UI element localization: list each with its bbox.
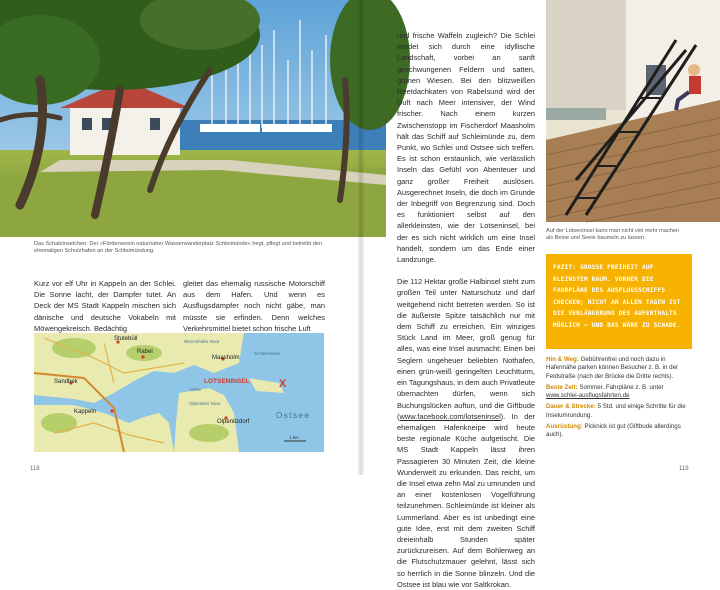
info-text: Gebührenfrei und noch dazu in Hafennähe parken können Besucher z. B. in der Feldstraße (nach der Brücke die Dritte rechts). xyxy=(546,356,679,380)
harbor-photo xyxy=(0,0,386,237)
map-label-ostsee: Ostsee xyxy=(276,411,311,420)
info-text: Sommer. Fahrpläne z. B. unter xyxy=(577,383,664,391)
book-gutter xyxy=(358,0,364,475)
text-column-3 xyxy=(397,30,535,590)
col3-paragraph-2a: Die 112 Hektar große Halbinsel steht zum großen Teil unter Naturschutz und darf weitgehend nicht betreten werden. So ist die äußerste Spitze tatsächlich nur mit dem Schiff zu erreichen. Ein winziges Stück Land im Meer, groß genug für alles, was eine Insel ausmacht: Einen bei Seglern ungeheuer beliebten Nothafen, einen grün-weiß geringelten Leuchtturm, ein Tagungshaus, in dem auch Privatleute übernachten dürfen, wenn sich Buchungslücken auftun, und die Giftbude ( xyxy=(397,277,535,421)
info-text: Picknick ist gut (Giftbude allerdings auch). xyxy=(546,422,681,439)
info-hin-weg xyxy=(546,356,696,381)
col3-paragraph-2b: ). In der ehemaligen Hafenkneipe wird heute beste regionale Küche aufgetischt. Die MS Stadt Kappeln lässt ihren Passagieren 30 Minuten Zeit, die kleine Wunderwelt zu erkunden. Das reicht, um die Insel etwa zehn Mal zu umrunden und an einer kostenlosen Vogelführung teilzunehmen. Schleimünde ist kleiner als Lummerland. Aber es ist unbedingt eine gute Idee, erst mit dem zweiten Schiff dreieinhalb Stunden später zurückzureisen. Auf dem Bohlenweg an die Flutschutzmauer gelehnt, lässt sich so herrlich in die Sonne blinzeln. Und die Ostsee ist blau wie vor Saltkrokan. xyxy=(397,411,535,589)
ausflugsfahrten-link[interactable]: www.schlei-ausflugsfahrten.de xyxy=(546,392,630,400)
info-title: Hin & Weg: xyxy=(546,356,579,363)
info-beste-zeit xyxy=(546,384,696,401)
fazit-box xyxy=(546,254,692,349)
schlei-map xyxy=(34,333,324,452)
lotseninsel-photo xyxy=(546,0,720,222)
col1-paragraph: Kurz vor elf Uhr in Kappeln an der Schlei. Die Sonne lacht, der Dampfer tutet. An Deck der MS Stadt Kappeln mischen sich dänische und deutsche Vokabeln mit Möwengekreisch. Bedächtig xyxy=(34,279,176,333)
right-photo-caption: Auf der Lotseninsel kann man nicht viel mehr machen als Beine und Seele baumeln zu lassen. xyxy=(546,228,680,242)
map-label-olpenitzer: Olpenitzer Noor xyxy=(189,401,221,406)
map-label-kappeln: Kappeln xyxy=(74,409,97,415)
info-title: Dauer & Strecke: xyxy=(546,403,596,411)
map-label-olpenitzdorf: Olpenitzdorf xyxy=(217,419,250,425)
map-scale: 1 km xyxy=(289,435,299,440)
lotseninsel-marker: X xyxy=(279,378,287,390)
map-label-stutebull: Stutebüll xyxy=(114,336,138,342)
giftbude-link[interactable]: www.facebook.com/lotseninsel xyxy=(399,411,501,421)
map-label-sandbek: Sandbek xyxy=(54,379,78,385)
info-ausruestung xyxy=(546,423,696,440)
info-title: Ausrüstung: xyxy=(546,422,583,430)
page-number-right: 119 xyxy=(679,466,689,472)
map-label-schleimuende: Schleimünde xyxy=(254,351,281,356)
map-label-wormshoefer: Wormshöfer Noor xyxy=(184,339,220,344)
col2-paragraph: gleitet das ehemalig russische Motorschiff aus dem Hafen. Und wenn es Ausflugsdampfer noch nicht gäbe, man müsste sie erfinden. Denn welches Verkehrsmittel bietet schon frische Luft xyxy=(183,279,325,333)
map-label-oehe: Oehe xyxy=(190,387,202,392)
info-dauer xyxy=(546,403,696,420)
col3-paragraph-2 xyxy=(397,276,535,590)
map-label-rabel: Rabel xyxy=(137,349,153,355)
map-label-lotseninsel: LOTSENINSEL xyxy=(204,378,250,385)
text-column-2 xyxy=(183,278,325,334)
left-photo-caption: Das Schatzinselchen: Der »Förderverein naturnaher Wasserwanderplatz Schleimünde« hegt, pflegt und betreibt den ehemaligen Schutzhafen an der Schleimündung. xyxy=(34,241,323,255)
fazit-text: FAZIT: GROSSE FREIHEIT AUF KLEINSTEM RAUM. VORHER DIE FAHRPLÄNE DES AUSFLUGSSCHIFFS CHECKEN; NICHT AN ALLEN TAGEN IST DIE VERLÄNGERUNG DES AUFENTHALTS MÖGLICH – UND DAS WÄRE ZU SCHADE. xyxy=(553,264,681,329)
info-title: Beste Zeit: xyxy=(546,383,578,391)
info-text: 5 Std. und einige Schritte für die Inselumrundung. xyxy=(546,403,686,419)
travel-info xyxy=(546,356,696,442)
text-column-1 xyxy=(34,278,176,334)
page-number-left: 118 xyxy=(30,466,40,472)
col3-paragraph-1: und frische Waffeln zugleich? Die Schlei windet sich durch eine idyllische Landschaft, vorbei an sanft geschwungenen Feldern und satten, grünen Wiesen. Bei den blitzweißen Reetdachkaten von Rabelsund wird der Duft nach Meer intensiver, der Wind frischer. Nach einem kurzen Zwischenstopp im Fischerdorf Maasholm hält das Schiff auf Schleimünde zu, dem Punkt, wo Schlei und Ostsee sich treffen. Es ist schon erstaunlich, wie verlässlich Inseln das Gefühl von Abenteuer und ganz großer Freiheit auslösen. Ausgerechnet Inseln, die doch im Grunde der Inbegriff von Begrenzung sind. Doch es funktioniert selbst auf den allerkleinsten, wie der Lotseninsel, bei der es sich nicht wirklich um eine Insel handelt, sondern um das Ende einer Landzunge. xyxy=(397,31,535,265)
map-label-maasholm: Maasholm xyxy=(212,355,240,361)
